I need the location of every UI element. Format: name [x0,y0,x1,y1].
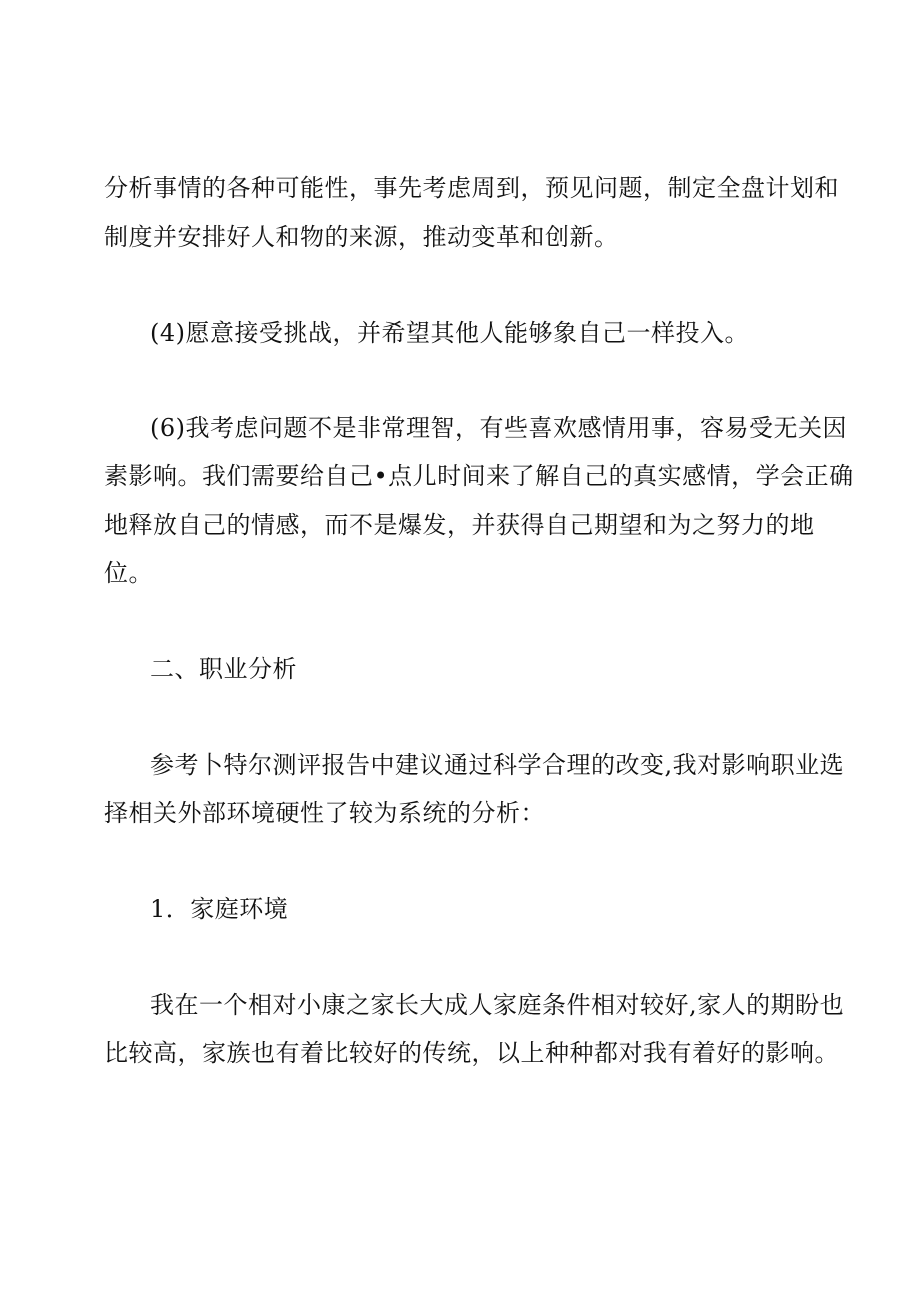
paragraph-line: 素影响。我们需要给自己•点儿时间来了解自己的真实感情，学会正确 [104,462,854,490]
paragraph-line: (6)我考虑问题不是非常理智，有些喜欢感情用事，容易受无关因 [150,414,847,442]
paragraph-line: 参考卜特尔测评报告中建议通过科学合理的改变,我对影响职业选 [150,751,845,779]
paragraph-line: 地释放自己的情感，而不是爆发，并获得自己期望和为之努力的地 [104,511,815,539]
subsection-heading-text: 1．家庭环境 [150,895,289,923]
paragraph-line: 分析事情的各种可能性，事先考虑周到，预见问题，制定全盘计划和 [104,174,839,202]
paragraph-line: 比较高，家族也有着比较好的传统，以上种种都对我有着好的影响。 [104,1039,839,1067]
paragraph-line: (4)愿意接受挑战，并希望其他人能够象自己一样投入。 [150,319,749,347]
paragraph-line: 制度并安排好人和物的来源，推动变革和创新。 [104,223,619,251]
section-heading-text: 二、职业分析 [150,655,297,683]
paragraph-line: 位。 [104,559,153,587]
paragraph-line: 择相关外部环境硬性了较为系统的分析： [104,799,545,827]
paragraph-line: 我在一个相对小康之家长大成人家庭条件相对较好,家人的期盼也 [150,991,845,1019]
